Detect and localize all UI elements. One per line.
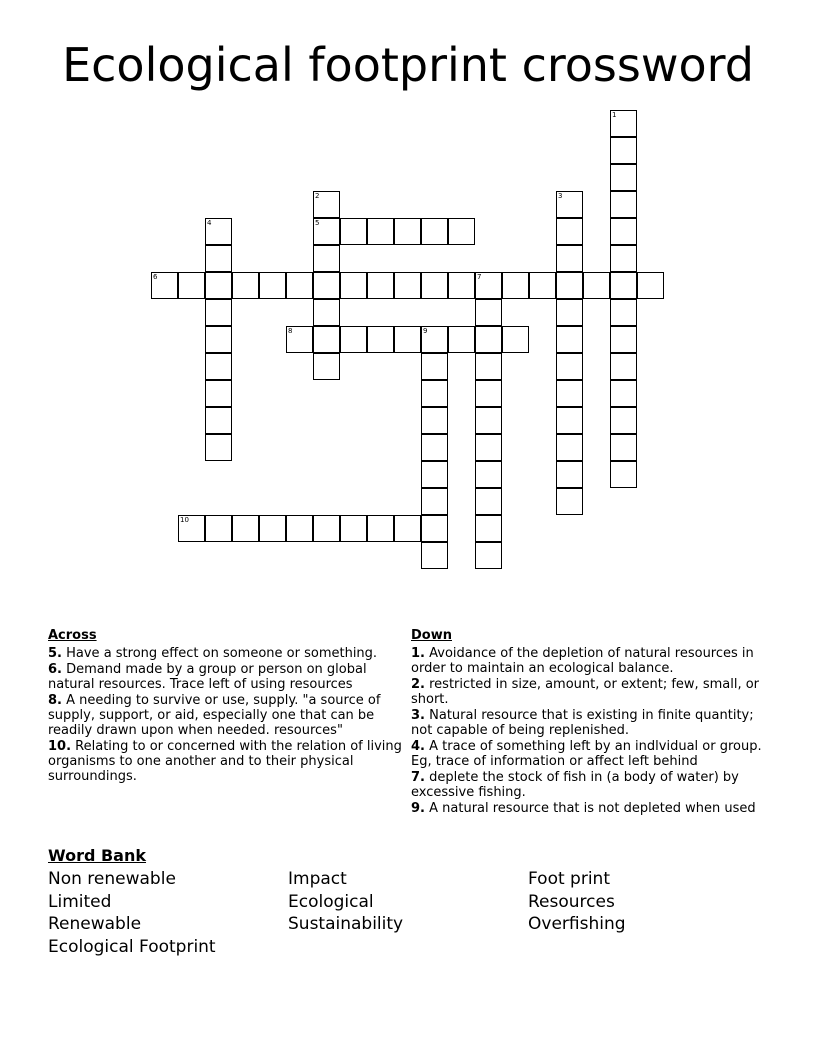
grid-cell[interactable] <box>610 326 637 353</box>
word-bank-title: Word Bank <box>48 846 147 865</box>
grid-cell[interactable] <box>421 326 448 353</box>
clue-text: deplete the stock of fish in (a body of water) by excessive fishing. <box>411 770 739 800</box>
grid-cell[interactable] <box>421 407 448 434</box>
word-bank-item: Non renewable <box>48 869 176 889</box>
grid-cell[interactable] <box>610 164 637 191</box>
clue-number: 7 <box>477 273 482 281</box>
across-clue-list <box>48 646 404 784</box>
grid-cell[interactable] <box>610 272 637 299</box>
across-heading: Across <box>48 628 97 643</box>
grid-cell[interactable] <box>610 299 637 326</box>
grid-cell[interactable] <box>313 515 340 542</box>
clue-number: 8 <box>288 327 293 335</box>
grid-cell[interactable] <box>205 515 232 542</box>
grid-cell[interactable] <box>610 461 637 488</box>
page-title: Ecological footprint crossword <box>62 38 754 92</box>
down-clue-list <box>411 646 771 816</box>
grid-cell[interactable] <box>583 272 610 299</box>
clue-number: 4 <box>207 219 212 227</box>
clue-number: 10. <box>48 739 72 754</box>
grid-cell[interactable] <box>475 488 502 515</box>
down-clue <box>411 770 771 800</box>
across-clues <box>48 628 404 785</box>
grid-cell[interactable] <box>313 191 340 218</box>
word-bank <box>48 846 768 958</box>
grid-cell[interactable] <box>232 515 259 542</box>
grid-cell[interactable] <box>421 218 448 245</box>
grid-cell[interactable] <box>610 218 637 245</box>
clue-number: 9. <box>411 801 425 816</box>
grid-cell[interactable] <box>394 272 421 299</box>
grid-cell[interactable] <box>205 245 232 272</box>
grid-cell[interactable] <box>421 542 448 569</box>
clue-number: 3 <box>558 192 563 200</box>
grid-cell[interactable] <box>367 326 394 353</box>
grid-cell[interactable] <box>367 272 394 299</box>
grid-cell[interactable] <box>610 407 637 434</box>
word-bank-item: Overfishing <box>528 914 626 934</box>
clue-number: 2 <box>315 192 320 200</box>
grid-cell[interactable] <box>205 299 232 326</box>
grid-cell[interactable] <box>556 488 583 515</box>
grid-cell[interactable] <box>475 380 502 407</box>
grid-cell[interactable] <box>475 434 502 461</box>
grid-cell[interactable] <box>178 272 205 299</box>
grid-cell[interactable] <box>421 353 448 380</box>
grid-cell[interactable] <box>259 272 286 299</box>
grid-cell[interactable] <box>259 515 286 542</box>
down-clue <box>411 646 771 676</box>
grid-cell[interactable] <box>394 326 421 353</box>
grid-cell[interactable] <box>205 218 232 245</box>
grid-cell[interactable] <box>475 326 502 353</box>
grid-cell[interactable] <box>556 272 583 299</box>
grid-cell[interactable] <box>448 218 475 245</box>
word-bank-item: Ecological Footprint <box>48 936 216 957</box>
clue-text: A natural resource that is not depleted when used <box>429 801 756 816</box>
clue-number: 5 <box>315 219 320 227</box>
across-clue <box>48 646 404 661</box>
word-bank-item: Renewable <box>48 914 142 934</box>
grid-cell[interactable] <box>502 272 529 299</box>
grid-cell[interactable] <box>367 218 394 245</box>
clue-number: 6 <box>153 273 158 281</box>
grid-cell[interactable] <box>205 272 232 299</box>
grid-cell[interactable] <box>475 542 502 569</box>
grid-cell[interactable] <box>421 380 448 407</box>
clue-number: 9 <box>423 327 428 335</box>
grid-cell[interactable] <box>421 515 448 542</box>
word-bank-item: Sustainability <box>288 914 404 934</box>
grid-cell[interactable] <box>205 353 232 380</box>
grid-cell[interactable] <box>421 272 448 299</box>
grid-cell[interactable] <box>286 326 313 353</box>
grid-cell[interactable] <box>313 353 340 380</box>
down-clue <box>411 677 771 707</box>
clue-number: 1 <box>612 111 617 119</box>
grid-cell[interactable] <box>340 326 367 353</box>
word-bank-item: Resources <box>528 891 615 912</box>
clue-number: 8. <box>48 693 62 708</box>
grid-cell[interactable] <box>205 326 232 353</box>
grid-cell[interactable] <box>556 461 583 488</box>
grid-cell[interactable] <box>421 434 448 461</box>
clue-number: 6. <box>48 662 62 677</box>
grid-cell[interactable] <box>421 488 448 515</box>
grid-cell[interactable] <box>610 434 637 461</box>
grid-cell[interactable] <box>475 461 502 488</box>
grid-cell[interactable] <box>556 434 583 461</box>
word-bank-item: Impact <box>288 869 347 889</box>
grid-cell[interactable] <box>394 515 421 542</box>
grid-cell[interactable] <box>556 353 583 380</box>
clue-number: 4. <box>411 739 425 754</box>
grid-cell[interactable] <box>610 353 637 380</box>
grid-cell[interactable] <box>313 245 340 272</box>
grid-cell[interactable] <box>529 272 556 299</box>
grid-cell[interactable] <box>205 434 232 461</box>
grid-cell[interactable] <box>556 407 583 434</box>
grid-cell[interactable] <box>610 380 637 407</box>
grid-cell[interactable] <box>232 272 259 299</box>
grid-cell[interactable] <box>286 272 313 299</box>
clue-text: A trace of something left by an indlvidual or group. Eg, trace of information or affect left behind <box>411 739 762 769</box>
clue-text: restricted in size, amount, or extent; few, small, or short. <box>411 677 760 707</box>
grid-cell[interactable] <box>637 272 664 299</box>
clue-number: 2. <box>411 677 425 692</box>
grid-cell[interactable] <box>610 110 637 137</box>
word-bank-list <box>48 868 768 958</box>
grid-cell[interactable] <box>556 218 583 245</box>
grid-cell[interactable] <box>475 299 502 326</box>
grid-cell[interactable] <box>178 515 205 542</box>
clue-number: 3. <box>411 708 425 723</box>
grid-cell[interactable] <box>151 272 178 299</box>
grid-cell[interactable] <box>394 218 421 245</box>
grid-cell[interactable] <box>286 515 313 542</box>
grid-cell[interactable] <box>556 299 583 326</box>
down-clue <box>411 739 771 769</box>
grid-cell[interactable] <box>313 218 340 245</box>
grid-cell[interactable] <box>340 515 367 542</box>
across-clue <box>48 662 404 692</box>
grid-cell[interactable] <box>610 245 637 272</box>
clue-text: A needing to survive or use, supply. "a source of supply, support, or aid, especially one that can be readily drawn upon when needed. resources" <box>48 693 381 738</box>
grid-cell[interactable] <box>475 353 502 380</box>
grid-cell[interactable] <box>610 191 637 218</box>
grid-cell[interactable] <box>475 272 502 299</box>
grid-cell[interactable] <box>556 326 583 353</box>
grid-cell[interactable] <box>205 407 232 434</box>
clue-number: 5. <box>48 646 62 661</box>
across-clue <box>48 693 404 738</box>
clue-text: Demand made by a group or person on global natural resources. Trace left of using resources <box>48 662 367 692</box>
clue-number: 10 <box>180 516 189 524</box>
grid-cell[interactable] <box>556 245 583 272</box>
clue-number: 7. <box>411 770 425 785</box>
down-clue <box>411 801 771 816</box>
grid-cell[interactable] <box>205 380 232 407</box>
grid-cell[interactable] <box>475 407 502 434</box>
grid-cell[interactable] <box>610 137 637 164</box>
down-clue <box>411 708 771 738</box>
clue-text: Have a strong effect on someone or something. <box>66 646 378 661</box>
grid-cell[interactable] <box>448 272 475 299</box>
clue-text: Natural resource that is existing in finite quantity; not capable of being replenished. <box>411 708 754 738</box>
clue-text: Avoidance of the depletion of natural resources in order to maintain an ecological balance. <box>411 646 754 676</box>
grid-cell[interactable] <box>313 272 340 299</box>
grid-cell[interactable] <box>448 326 475 353</box>
word-bank-item: Ecological <box>288 891 374 912</box>
across-clue <box>48 739 404 784</box>
grid-cell[interactable] <box>502 326 529 353</box>
word-bank-item: Foot print <box>528 869 610 889</box>
word-bank-item: Limited <box>48 891 112 912</box>
down-heading: Down <box>411 628 452 643</box>
grid-cell[interactable] <box>340 218 367 245</box>
grid-cell[interactable] <box>475 515 502 542</box>
grid-cell[interactable] <box>313 326 340 353</box>
clue-number: 1. <box>411 646 425 661</box>
grid-cell[interactable] <box>340 272 367 299</box>
grid-cell[interactable] <box>556 191 583 218</box>
down-clues <box>411 628 771 817</box>
grid-cell[interactable] <box>367 515 394 542</box>
grid-cell[interactable] <box>556 380 583 407</box>
grid-cell[interactable] <box>421 461 448 488</box>
clue-text: Relating to or concerned with the relation of living organisms to one another and to their physical surroundings. <box>48 739 402 784</box>
grid-cell[interactable] <box>313 299 340 326</box>
